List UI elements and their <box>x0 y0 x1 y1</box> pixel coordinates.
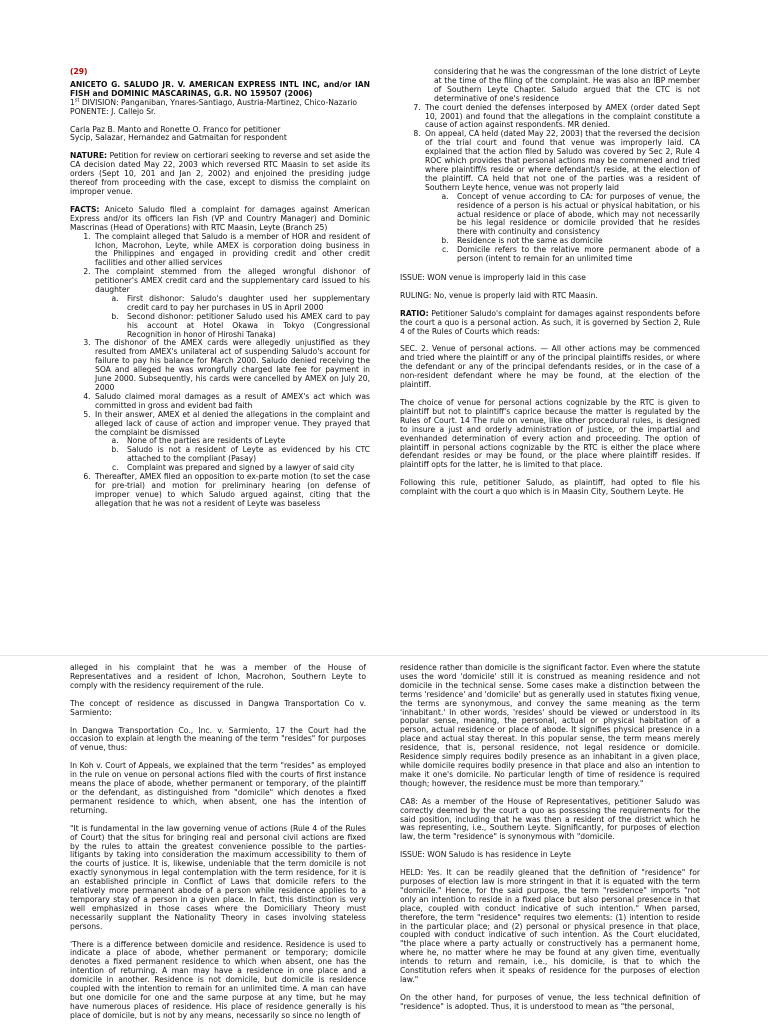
list-item: 5. In their answer, AMEX et al denied the allegations in the complaint and alleged lack of cause of action and improper venue. They prayed that the complaint be dismissed a. None of the parties are residents of Leyte b. Saludo is not a resident of Leyte as evidenced by his CTC attached to the compliant (Pasay) c. Complaint was prepared and signed by a lawyer of said city <box>93 411 370 473</box>
issue-paragraph: ISSUE: WON venue is improperly laid in this case <box>400 272 586 282</box>
list-item: 7. The court denied the defenses interposed by AMEX (order dated Sept 10, 2001) and found that the allegations in the complaint constitute a cause of action against respondents. MR denied. <box>423 104 700 131</box>
facts-list-continued <box>400 104 700 264</box>
sub-list-item: a. First dishonor: Saludo's daughter used her supplementary credit card to pay her purchases in US in April 2000 <box>121 295 370 313</box>
ponente: PONENTE: J. Callejo Sr. <box>70 106 156 116</box>
list-item: 8. On appeal, CA held (dated May 22, 2003) that the reversed the decision of the trial court and found that venue was improperly laid. CA explained that the action filed by Saludo was covered by Sec 2, Rule 4 ROC which provides that personal actions may be commened and tried where plaintiff/s reside or where defendant/s reside, at the election of the plaintiff. CA held that not one of the parties was a resident of Southern Leyte hence, venue was not properly laid a. Concept of venue according to CA: for purposes of venue, the residence of a person is his actual or physical habitation, or his actual residence or place of abode, which may not necessarily be his legal residence or domicile provided that he resides there with continuity and consistency b. Residence is not the same as domicile c. Domicile refers to the relative more permanent abode of a person (intent to remain for an unlimited time <box>423 130 700 264</box>
sub-list-item: a. Concept of venue according to CA: for purposes of venue, the residence of a person is his actual or physical habitation, or his actual residence or place of abode, which may not necessarily be his legal residence or domicile provided that he resides there with continuity and consistency <box>451 193 700 238</box>
case-title: ANICETO G. SALUDO JR. V. AMERICAN EXPRESS INTL INC, and/or IAN FISH and DOMINIC MASCARINAS, G.R. NO 159507 (2006) <box>70 79 370 98</box>
page-two-left-column <box>70 664 366 1021</box>
paragraph: alleged in his complaint that he was a member of the House of Representatives and a resident of Ichon, Macrohon, Southern Leyte to comply with the residency requirement of the rule. <box>70 663 366 690</box>
sub-list-item: c. Complaint was prepared and signed by a lawyer of said city <box>121 464 370 473</box>
facts-list <box>70 233 370 509</box>
list-item: 3. The dishonor of the AMEX cards were allegedly unjustified as they resulted from AMEX's unilateral act of suspending Saludo's account for failure to pay his balance for March 2000. Saludo denied receiving the SOA and alleged he was wrongfully charged late fee for payment in June 2000. Subsequently, his cards were cancelled by AMEX on July 20, 2000 <box>93 339 370 392</box>
paragraph: 'There is a difference between domicile and residence. Residence is used to indicate a place of abode, whether permanent or temporary; domicile denotes a fixed permanent residence to which when absent, one has the intention of returning. A man may have a residence in one place and a domicile in another. Residence is not domicile, but domicile is residence coupled with the intention to remain for an unlimited time. A man can have but one domicile for one and the same purpose at any time, but he may have numerous places of residence. His place of residence generally is his place of domicile, but is not by any means, necessarily so since no length of <box>70 939 366 1020</box>
paragraph: In Dangwa Transportation Co., Inc. v. Sarmiento, 17 the Court had the occasion to explain at length the meaning of the term "resides" for purposes of venue, thus: <box>70 725 366 753</box>
sub-list <box>425 193 700 264</box>
list-item: 2. The complaint stemmed from the alleged wrongful dishonor of petitioner's AMEX credit card and the supplementary card issued to his daughter a. First dishonor: Saludo's daughter used her supplementary credit card to pay her purchases in US in April 2000 b. Second dishonor: petitioner Saludo used his AMEX card to pay his account at Hotel Okawa in Tokyo (Congressional Recognition in honor of Hiroshi Tanaka) <box>93 268 370 339</box>
page-two-right-column <box>400 664 700 1012</box>
division-ordinal: st <box>74 97 80 104</box>
nature-paragraph <box>70 152 370 197</box>
ratio-text: Petitioner Saludo's complaint for damages against respondents before the court a quo is a personal action. As such, it is governed by Section 2, Rule 4 of the Rules of Courts which reads: <box>400 308 700 336</box>
choice-of-venue-paragraph: The choice of venue for personal actions cognizable by the RTC is given to plaintiff but not to plaintiff's caprice because the matter is regulated by the Rules of Court. 14 The rule on venue, like other procedural rules, is designed to insure a just and orderly administration of justice, or the impartial and evenhanded determination of every action and proceeding. The option of plaintiff in personal actions cognizable by the RTC is either the place where defendant resides or may be found, or the place where plaintiff resides. If plaintiff opts for the latter, he is limited to that place. <box>400 398 700 470</box>
following-rule-paragraph: Following this rule, petitioner Saludo, as plaintiff, had opted to file his complaint with the court a quo which is in Maasin City, Southern Leyte. He <box>400 478 700 497</box>
page-one-left-column <box>70 68 370 513</box>
division-justices: DIVISION: Panganiban, Ynares-Santiago, Austria-Martinez, Chico-Nazario <box>79 97 358 107</box>
continued-item-text: considering that he was the congressman of the lone district of Leyte at the time of the filing of the complaint. He was also an IBP member of Southern Leyte Chapter. Saludo argued that the CTC is not determinative of one's residence <box>434 67 700 103</box>
counsel-respondent: Sycip, Salazar, Hernandez and Gatmaitan for respondent <box>70 133 287 143</box>
nature-text: Petition for review on certiorari seeking to reverse and set aside the CA decision dated May 22, 2003 which reversed RTC Maasin to set aside its orders (Sept 10, 201 and Jan 2, 2002) and enjoined the presiding judge thereof from proceeding with the case, except to dismiss the complaint on improper venue. <box>70 151 370 196</box>
paragraph: In Koh v. Court of Appeals, we explained that the term "resides" as employed in the rule on venue on personal actions filed with the courts of first instance means the place of abode, whether permanent or temporary, of the plaintiff or the defendant, as distinguished from "domicile" which denotes a fixed permanent residence to which, when absent, one has the intention of returning. <box>70 761 366 815</box>
facts-text: Aniceto Saludo filed a complaint for damages against American Express and/or its officers Ian Fish (VP and Country Manager) and Dominic Mascrinas (Head of Operations) with RTC Maasin, Leyte (Branch 25) <box>70 204 370 232</box>
sub-list-item: b. Saludo is not a resident of Leyte as evidenced by his CTC attached to the compliant (Pasay) <box>121 446 370 464</box>
paragraph: On the other hand, for purposes of venue, the less technical definition of "residence" is adopted. Thus, it is understood to mean as "the personal, <box>400 992 700 1011</box>
nature-label: NATURE: <box>70 151 108 161</box>
held-paragraph: HELD: Yes. It can be readily gleaned that the definition of "residence" for purposes of election law is more stringent in that it is equated with the term "domicile." Hence, for the said purpose, the term "residence" imports "not only an intention to reside in a fixed place but also personal presence in that place, coupled with conduct indicative of such intention." When parsed, therefore, the term "residence" requires two elements: (1) intention to reside in the particular place; and (2) personal or physical presence in that place, coupled with conduct indicative of such intention. As the Court elucidated, "the place where a party actually or constructively has a permanent home, where he, no matter where he may be found at any given time, eventually intends to return and remain, i.e., his domicile, is that to which the Constitution refers when it speaks of residence for the purposes of election law." <box>400 868 700 984</box>
division-number: 1 <box>70 97 75 107</box>
sub-list <box>95 437 370 473</box>
list-item: 6. Thereafter, AMEX filed an opposition to ex-parte motion (to set the case for pre-trial) and motion for preliminary hearing (on defense of improper venue) to which Saludo argued against, citing that the allegation that he was not a resident of Leyte was baseless <box>93 473 370 509</box>
sub-list-item: c. Domicile refers to the relative more permanent abode of a person (intent to remain for an unlimited time <box>451 246 700 264</box>
paragraph: The concept of residence as discussed in Dangwa Transportation Co v. Sarmiento: <box>70 698 366 717</box>
paragraph: CA8: As a member of the House of Representatives, petitioner Saludo was correctly deemed by the court a quo as possessing the requirements for the said position, including that he was then a resident of the district which he was representing, i.e., Southern Leyte. Significantly, for purposes of election law, the term "residence" is synonymous with "domicile. <box>400 796 700 842</box>
sub-list-item: a. None of the parties are residents of Leyte <box>121 437 370 446</box>
list-item: 4. Saludo claimed moral damages as a result of AMEX's act which was committed in gross and evident bad faith <box>93 393 370 411</box>
paragraph: residence rather than domicile is the significant factor. Even where the statute uses the word 'domicile' still it is construed as meaning residence and not domicile in the technical sense. Some cases make a distinction between the terms 'residence' and 'domicile' but as generally used in statutes fixing venue, the terms are synonymous, and convey the same meaning as the term 'inhabitant.' In other words, 'resides' should be viewed or understood in its popular sense, meaning, the personal, actual or physical habitation of a person, actual residence or place of abode. It signifies physical presence in a place and actual stay thereat. In this popular sense, the term means merely residence, that is, personal residence, not legal residence or domicile. Residence simply requires bodily presence as an inhabitant in a given place, while domicile requires bodily presence in that place and also an intention to make it one's domicile. No particular length of time of residence is required though; however, the residence must be more than temporary." <box>400 663 700 788</box>
facts-paragraph <box>70 206 370 233</box>
ratio-label: RATIO: <box>400 308 429 318</box>
page-one-right-column <box>400 68 700 497</box>
issue-paragraph: ISSUE: WON Saludo is has residence in Leyte <box>400 850 571 860</box>
list-item: 1. The complaint alleged that Saludo is a member of HOR and resident of Ichon, Macrohon, Leyte, while AMEX is corporation doing business in the Philippines and engaged in providing credit and other credit facilities and other allied services <box>93 233 370 269</box>
ruling-paragraph: RULING: No, venue is properly laid with RTC Maasin. <box>400 290 598 300</box>
counsel-petitioner: Carla Paz B. Manto and Ronette O. Franco for petitioner <box>70 124 281 134</box>
facts-label: FACTS: <box>70 204 100 214</box>
case-number: (29) <box>70 67 88 76</box>
page-two <box>0 655 768 1025</box>
paragraph: "It is fundamental in the law governing venue of actions (Rule 4 of the Rules of Court) that the situs for bringing real and personal civil actions are fixed by the rules to attain the greatest convenience possible to the parties-litigants by taking into consideration the maximum accessibility to them of the courts of justice. It is, likewise, undeniable that the term domicile is not exactly synonymous in legal contemplation with the term residence, for it is an established principle in Conflict of Laws that domicile refers to the relatively more permanent abode of a person while residence applies to a temporary stay of a person in a given place. In fact, this distinction is very well emphasized in those cases where the Domiciliary Theory must necessarily supplant the Nationality Theory in cases involving stateless persons. <box>70 823 366 931</box>
sub-list-item: b. Second dishonor: petitioner Saludo used his AMEX card to pay his account at Hotel Okawa in Tokyo (Congressional Recognition in honor of Hiroshi Tanaka) <box>121 313 370 340</box>
section-2-paragraph: SEC. 2. Venue of personal actions. — All other actions may be commenced and tried where the plaintiff or any of the principal plaintiffs resides, or where the defendant or any of the principal defendants resides, or in the case of a non-resident defendant where he may be found, at the election of the plaintiff. <box>400 344 700 390</box>
sub-list-item: b. Residence is not the same as domicile <box>451 237 700 246</box>
sub-list <box>95 295 370 340</box>
ratio-paragraph <box>400 310 700 337</box>
